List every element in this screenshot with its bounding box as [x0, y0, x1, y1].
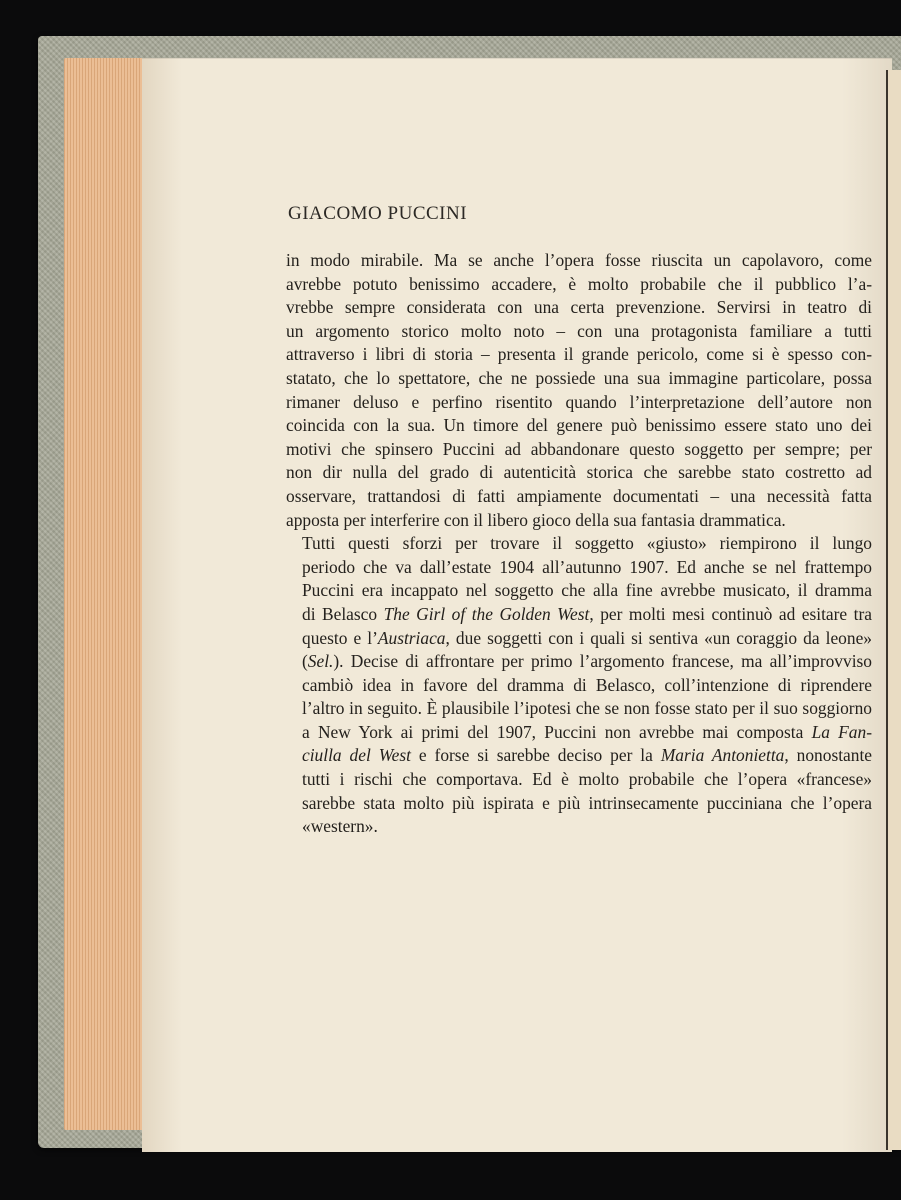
text-line: «western».	[302, 816, 378, 837]
work-title: Maria Antonietta	[660, 745, 785, 766]
text-run: , due soggetti con i quali si sentiva «un coraggio da leone»	[445, 627, 872, 648]
text-run: , per molti mesi continuò ad esitare tra	[589, 603, 872, 624]
text-line: un argomento storico molto noto – con una protagonista familiare a tutti	[286, 320, 872, 341]
text-line	[286, 650, 872, 674]
text-run: e forse si sarebbe deciso per la	[410, 745, 661, 766]
facing-page-edge	[886, 70, 901, 1150]
work-title: The Girl of the Golden West	[383, 603, 590, 624]
text-run: , nonostante	[784, 745, 873, 766]
work-title: ciulla del West	[302, 745, 411, 766]
text-line	[286, 744, 872, 768]
text-line: osservare, trattandosi di fatti ampiamente documentati – una necessità fatta	[286, 485, 872, 506]
text-run: questo e l’	[302, 627, 378, 648]
work-title: Austriaca	[377, 627, 446, 648]
text-line: l’altro in seguito. È plausibile l’ipotesi che se non fosse stato per il suo soggiorno	[302, 698, 872, 719]
paragraph	[286, 249, 872, 532]
text-line: Tutti questi sforzi per trovare il soggetto «giusto» riempirono il lungo	[302, 533, 872, 554]
text-line: vrebbe sempre considerata con una certa prevenzione. Servirsi in teatro di	[286, 297, 872, 318]
running-head: GIACOMO PUCCINI	[288, 203, 468, 224]
text-line	[286, 603, 872, 627]
paragraph	[286, 532, 872, 839]
text-line: statato, che lo spettatore, che ne possiede una sua immagine particolare, possa	[286, 367, 872, 388]
body-text	[286, 249, 872, 839]
text-line: cambiò idea in favore del dramma di Belasco, coll’intenzione di riprendere	[302, 674, 872, 695]
text-run: ). Decise di affrontare per primo l’argomento francese, ma all’improvviso	[333, 651, 872, 672]
text-line: coincida con la sua. Un timore del genere può benissimo essere stato uno dei	[286, 415, 872, 436]
text-line: in modo mirabile. Ma se anche l’opera fosse riuscita un capolavoro, come	[286, 250, 872, 270]
text-run: di Belasco	[302, 603, 384, 624]
text-line: avrebbe potuto benissimo accadere, è molto probabile che il pubblico l’a-	[286, 273, 872, 294]
work-title: La Fan-	[811, 721, 872, 742]
text-line: attraverso i libri di storia – presenta il grande pericolo, come si è spesso con-	[286, 344, 872, 365]
text-line: apposta per interferire con il libero gioco della sua fantasia drammatica.	[286, 509, 786, 530]
text-line	[286, 627, 872, 651]
text-line: tutti i rischi che comportava. Ed è molto probabile che l’opera «francese»	[302, 769, 872, 790]
text-line	[286, 721, 872, 745]
text-run: a New York ai primi del 1907, Puccini non avrebbe mai composta	[302, 721, 812, 742]
text-line: motivi che spinsero Puccini ad abbandonare questo soggetto per sempre; per	[286, 438, 872, 459]
text-line: periodo che va dall’estate 1904 all’autunno 1907. Ed anche se nel frattempo	[302, 556, 872, 577]
text-line: Puccini era incappato nel soggetto che alla fine avrebbe musicato, il dramma	[302, 580, 872, 601]
page-edges	[64, 58, 148, 1130]
text-run: (	[302, 651, 308, 672]
text-line: non dir nulla del grado di autenticità storica che sarebbe stato costretto ad	[286, 462, 872, 483]
text-line: rimaner deluso e perfino risentito quando l’interpretazione dell’autore non	[286, 391, 872, 412]
text-line: sarebbe stata molto più ispirata e più intrinsecamente pucciniana che l’opera	[302, 792, 872, 813]
citation-abbrev: Sel.	[307, 651, 334, 672]
